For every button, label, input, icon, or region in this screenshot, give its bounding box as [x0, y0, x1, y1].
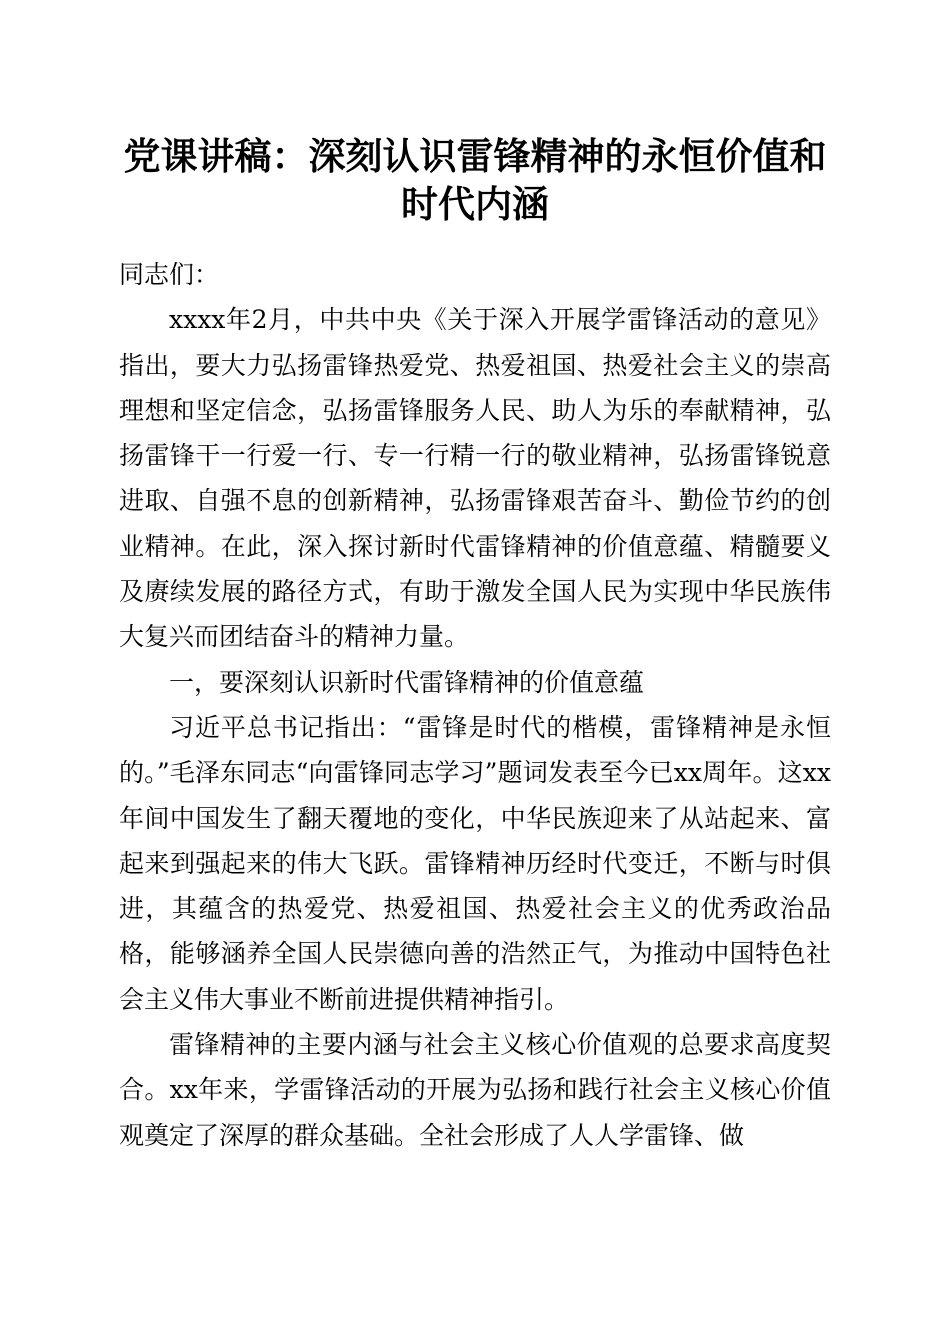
document-body	[119, 252, 831, 1158]
body-paragraph: 习近平总书记指出：“雷锋是时代的楷模，雷锋精神是永恒的。”毛泽东同志“向雷锋同志学习”题词发表至今已xx周年。这xx年间中国发生了翻天覆地的变化，中华民族迎来了从站起来、富起来到强起来的伟大飞跃。雷锋精神历经时代变迁，不断与时俱进，其蕴含的热爱党、热爱祖国、热爱社会主义的优秀政治品格，能够涵养全国人民崇德向善的浩然正气，为推动中国特色社会主义伟大事业不断前进提供精神指引。	[119, 712, 831, 1014]
body-paragraph: 雷锋精神的主要内涵与社会主义核心价值观的总要求高度契合。xx年来，学雷锋活动的开展为弘扬和践行社会主义核心价值观奠定了深厚的群众基础。全社会形成了人人学雷锋、做	[119, 1030, 831, 1150]
section-heading: 一，要深刻认识新时代雷锋精神的价值意蕴	[169, 667, 645, 697]
body-paragraph: xxxx年2月，中共中央《关于深入开展学雷锋活动的意见》指出，要大力弘扬雷锋热爱党、热爱祖国、热爱社会主义的崇高理想和坚定信念，弘扬雷锋服务人民、助人为乐的奉献精神，弘扬雷锋干一行爱一行、专一行精一行的敬业精神，弘扬雷锋锐意进取、自强不息的创新精神，弘扬雷锋艰苦奋斗、勤俭节约的创业精神。在此，深入探讨新时代雷锋精神的价值意蕴、精髓要义及赓续发展的路径方式，有助于激发全国人民为实现中华民族伟大复兴而团结奋斗的精神力量。	[119, 305, 831, 652]
salutation: 同志们：	[119, 260, 220, 289]
document-title: 党课讲稿：深刻认识雷锋精神的永恒价值和时代内涵	[123, 134, 827, 226]
